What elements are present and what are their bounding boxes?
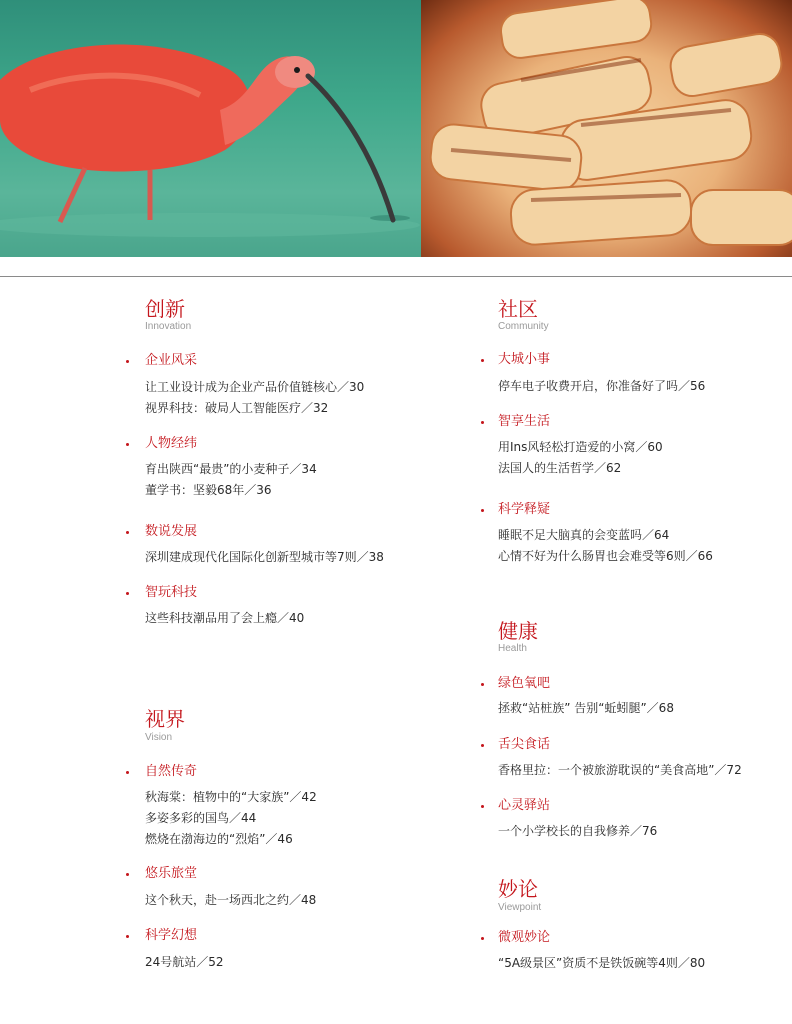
section-subtitle-health: Health bbox=[498, 643, 527, 654]
section-title-vision: 视界 bbox=[145, 707, 185, 731]
bullet-icon bbox=[126, 592, 129, 595]
toc-entry[interactable]: 香格里拉：一个被旅游耽误的“美食高地”／72 bbox=[498, 763, 742, 777]
divider-line bbox=[0, 276, 792, 277]
toc-entry[interactable]: 育出陕西“最贵”的小麦种子／34 bbox=[145, 462, 317, 476]
toc-entry[interactable]: 24号航站／52 bbox=[145, 955, 224, 969]
toc-entry[interactable]: 这个秋天，赴一场西北之约／48 bbox=[145, 893, 317, 907]
section-subtitle-innovation: Innovation bbox=[145, 321, 192, 332]
toc-entry[interactable]: 一个小学校长的自我修养／76 bbox=[498, 824, 658, 838]
bullet-icon bbox=[481, 421, 484, 424]
grilled-food-illustration bbox=[421, 0, 792, 257]
bullet-icon bbox=[126, 360, 129, 363]
toc-entry[interactable]: “5A级景区”资质不是铁饭碗等4则／80 bbox=[498, 956, 706, 970]
grilled-food-photo bbox=[421, 0, 792, 257]
bullet-icon bbox=[126, 873, 129, 876]
section-subtitle-vision: Vision bbox=[145, 732, 173, 743]
category-oxygen[interactable]: 绿色氧吧 bbox=[498, 676, 551, 691]
bullet-icon bbox=[481, 509, 484, 512]
category-tech[interactable]: 智玩科技 bbox=[145, 585, 198, 600]
bullet-icon bbox=[481, 744, 484, 747]
category-science[interactable]: 科学释疑 bbox=[498, 502, 551, 517]
toc-entry[interactable]: 用Ins风轻松打造爱的小窝／60 bbox=[498, 440, 663, 454]
bullet-icon bbox=[126, 443, 129, 446]
category-scifi[interactable]: 科学幻想 bbox=[145, 928, 198, 943]
category-nature[interactable]: 自然传奇 bbox=[145, 764, 198, 779]
toc-entry[interactable]: 心情不好为什么肠胃也会难受等6则／66 bbox=[498, 549, 713, 563]
toc-entry[interactable]: 秋海棠：植物中的“大家族”／42 bbox=[145, 790, 317, 804]
category-city[interactable]: 大城小事 bbox=[498, 352, 551, 367]
toc-entry[interactable]: 让工业设计成为企业产品价值链核心／30 bbox=[145, 380, 365, 394]
category-micro[interactable]: 微观妙论 bbox=[498, 930, 551, 945]
toc-entry[interactable]: 燃烧在渤海边的“烈焰”／46 bbox=[145, 832, 293, 846]
bullet-icon bbox=[126, 935, 129, 938]
category-data[interactable]: 数说发展 bbox=[145, 524, 198, 539]
section-title-innovation: 创新 bbox=[145, 297, 185, 321]
toc-entry[interactable]: 法国人的生活哲学／62 bbox=[498, 461, 622, 475]
category-soul[interactable]: 心灵驿站 bbox=[498, 798, 551, 813]
toc-entry[interactable]: 这些科技潮品用了会上瘾／40 bbox=[145, 611, 305, 625]
bullet-icon bbox=[126, 531, 129, 534]
category-travel[interactable]: 悠乐旅堂 bbox=[145, 866, 198, 881]
scarlet-ibis-illustration bbox=[0, 0, 421, 257]
toc-entry[interactable]: 视界科技：破局人工智能医疗／32 bbox=[145, 401, 329, 415]
toc-entry[interactable]: 睡眠不足大脑真的会变蓝吗／64 bbox=[498, 528, 670, 542]
section-title-health: 健康 bbox=[498, 619, 538, 643]
category-people[interactable]: 人物经纬 bbox=[145, 436, 198, 451]
toc-entry[interactable]: 拯救“站桩族” 告别“蚯蚓腿”／68 bbox=[498, 701, 674, 715]
bullet-icon bbox=[481, 805, 484, 808]
bullet-icon bbox=[481, 683, 484, 686]
category-life[interactable]: 智享生活 bbox=[498, 414, 551, 429]
bullet-icon bbox=[126, 771, 129, 774]
header-photos bbox=[0, 0, 792, 257]
section-subtitle-community: Community bbox=[498, 321, 549, 332]
bullet-icon bbox=[481, 937, 484, 940]
bullet-icon bbox=[481, 359, 484, 362]
scarlet-ibis-photo bbox=[0, 0, 421, 257]
section-title-viewpoint: 妙论 bbox=[498, 877, 538, 901]
section-title-community: 社区 bbox=[498, 297, 538, 321]
category-food[interactable]: 舌尖食话 bbox=[498, 737, 551, 752]
toc-entry[interactable]: 深圳建成现代化国际化创新型城市等7则／38 bbox=[145, 550, 384, 564]
section-subtitle-viewpoint: Viewpoint bbox=[498, 902, 542, 913]
toc-entry[interactable]: 停车电子收费开启，你准备好了吗／56 bbox=[498, 379, 706, 393]
toc-entry[interactable]: 多姿多彩的国鸟／44 bbox=[145, 811, 257, 825]
category-enterprise[interactable]: 企业风采 bbox=[145, 353, 198, 368]
toc-entry[interactable]: 董学书：坚毅68年／36 bbox=[145, 483, 272, 497]
